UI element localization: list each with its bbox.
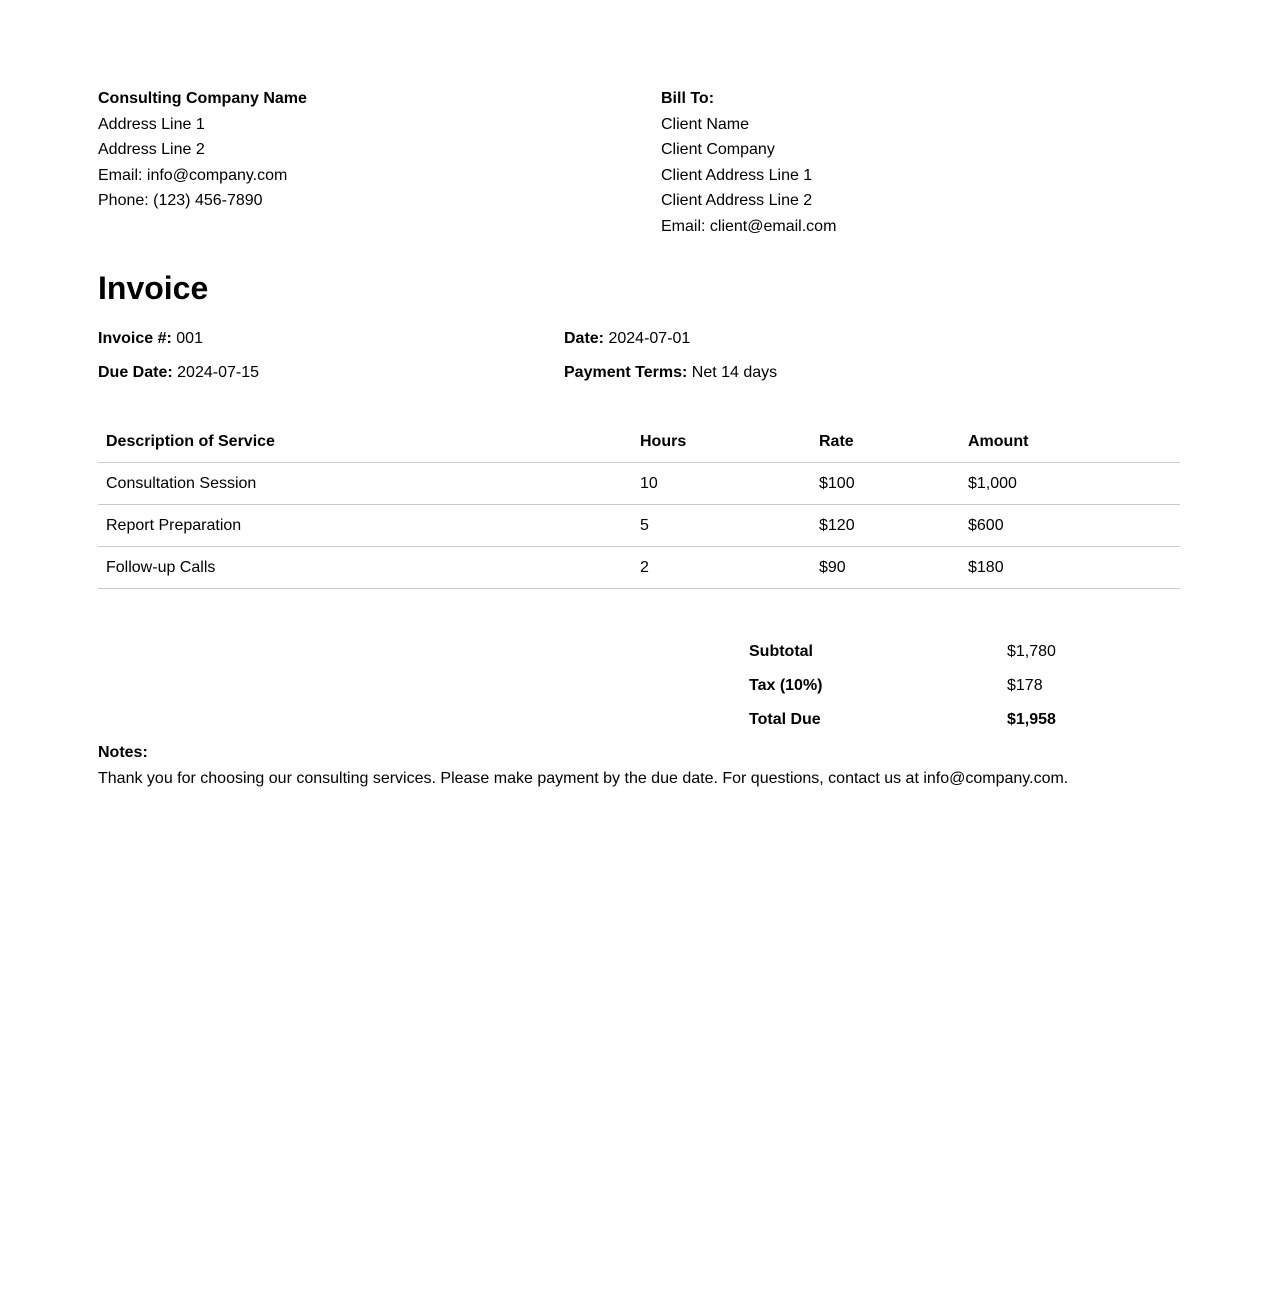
cell-hours: 10 xyxy=(632,463,811,505)
cell-rate: $90 xyxy=(811,547,960,589)
invoice-date xyxy=(564,328,690,350)
notes xyxy=(98,740,1068,792)
invoice-number xyxy=(98,328,203,350)
client-company: Client Company xyxy=(661,141,775,158)
header-description: Description of Service xyxy=(98,421,632,463)
cell-hours: 5 xyxy=(632,505,811,547)
header-rate: Rate xyxy=(811,421,960,463)
client-name: Client Name xyxy=(661,115,750,133)
tax-label: Tax (10%) xyxy=(749,677,823,694)
table-row xyxy=(98,547,1180,589)
cell-description: Follow-up Calls xyxy=(98,547,632,589)
client-email: Email: client@email.com xyxy=(661,217,837,235)
table-row xyxy=(98,463,1180,505)
tax-value: $178 xyxy=(1007,677,1043,694)
subtotal-value: $1,780 xyxy=(1007,643,1056,660)
payment-terms-value: Net 14 days xyxy=(691,364,778,381)
due-date xyxy=(98,362,259,384)
company-address-1: Address Line 1 xyxy=(98,115,205,133)
due-date-label: Due Date: xyxy=(98,364,173,381)
total-label: Total Due xyxy=(749,711,821,728)
invoice-date-value: 2024-07-01 xyxy=(608,330,691,347)
header-amount: Amount xyxy=(960,421,1180,463)
bill-to xyxy=(661,86,836,239)
company-name: Consulting Company Name xyxy=(98,90,307,107)
invoice-header xyxy=(98,86,1180,246)
cell-rate: $120 xyxy=(811,505,960,547)
bill-to-heading: Bill To: xyxy=(661,90,715,107)
table-header-row xyxy=(98,421,1180,463)
cell-rate: $100 xyxy=(811,463,960,505)
client-address-2: Client Address Line 2 xyxy=(661,192,813,209)
notes-text: Thank you for choosing our consulting services. Please make payment by the due date. For questions, contact us at info@company.com. xyxy=(98,770,1069,787)
payment-terms xyxy=(564,362,777,384)
cell-amount: $180 xyxy=(960,547,1180,589)
client-address-1: Client Address Line 1 xyxy=(661,166,813,184)
company-phone: Phone: (123) 456-7890 xyxy=(98,192,263,209)
cell-amount: $1,000 xyxy=(960,463,1180,505)
due-date-value: 2024-07-15 xyxy=(177,364,259,381)
invoice-number-label: Invoice #: xyxy=(98,330,172,347)
invoice-date-label: Date: xyxy=(564,330,605,347)
payment-terms-label: Payment Terms: xyxy=(564,364,688,381)
cell-hours: 2 xyxy=(632,547,811,589)
table-row xyxy=(98,505,1180,547)
cell-description: Report Preparation xyxy=(98,505,632,547)
total-value: $1,958 xyxy=(1007,711,1056,728)
page-title: Invoice xyxy=(98,270,209,306)
services-table xyxy=(98,421,1180,589)
company-info xyxy=(98,86,307,214)
header-hours: Hours xyxy=(632,421,811,463)
company-address-2: Address Line 2 xyxy=(98,141,205,158)
company-email: Email: info@company.com xyxy=(98,166,288,184)
cell-amount: $600 xyxy=(960,505,1180,547)
subtotal-label: Subtotal xyxy=(749,643,813,660)
notes-heading: Notes: xyxy=(98,744,148,761)
invoice-number-value: 001 xyxy=(176,330,203,347)
cell-description: Consultation Session xyxy=(98,463,632,505)
